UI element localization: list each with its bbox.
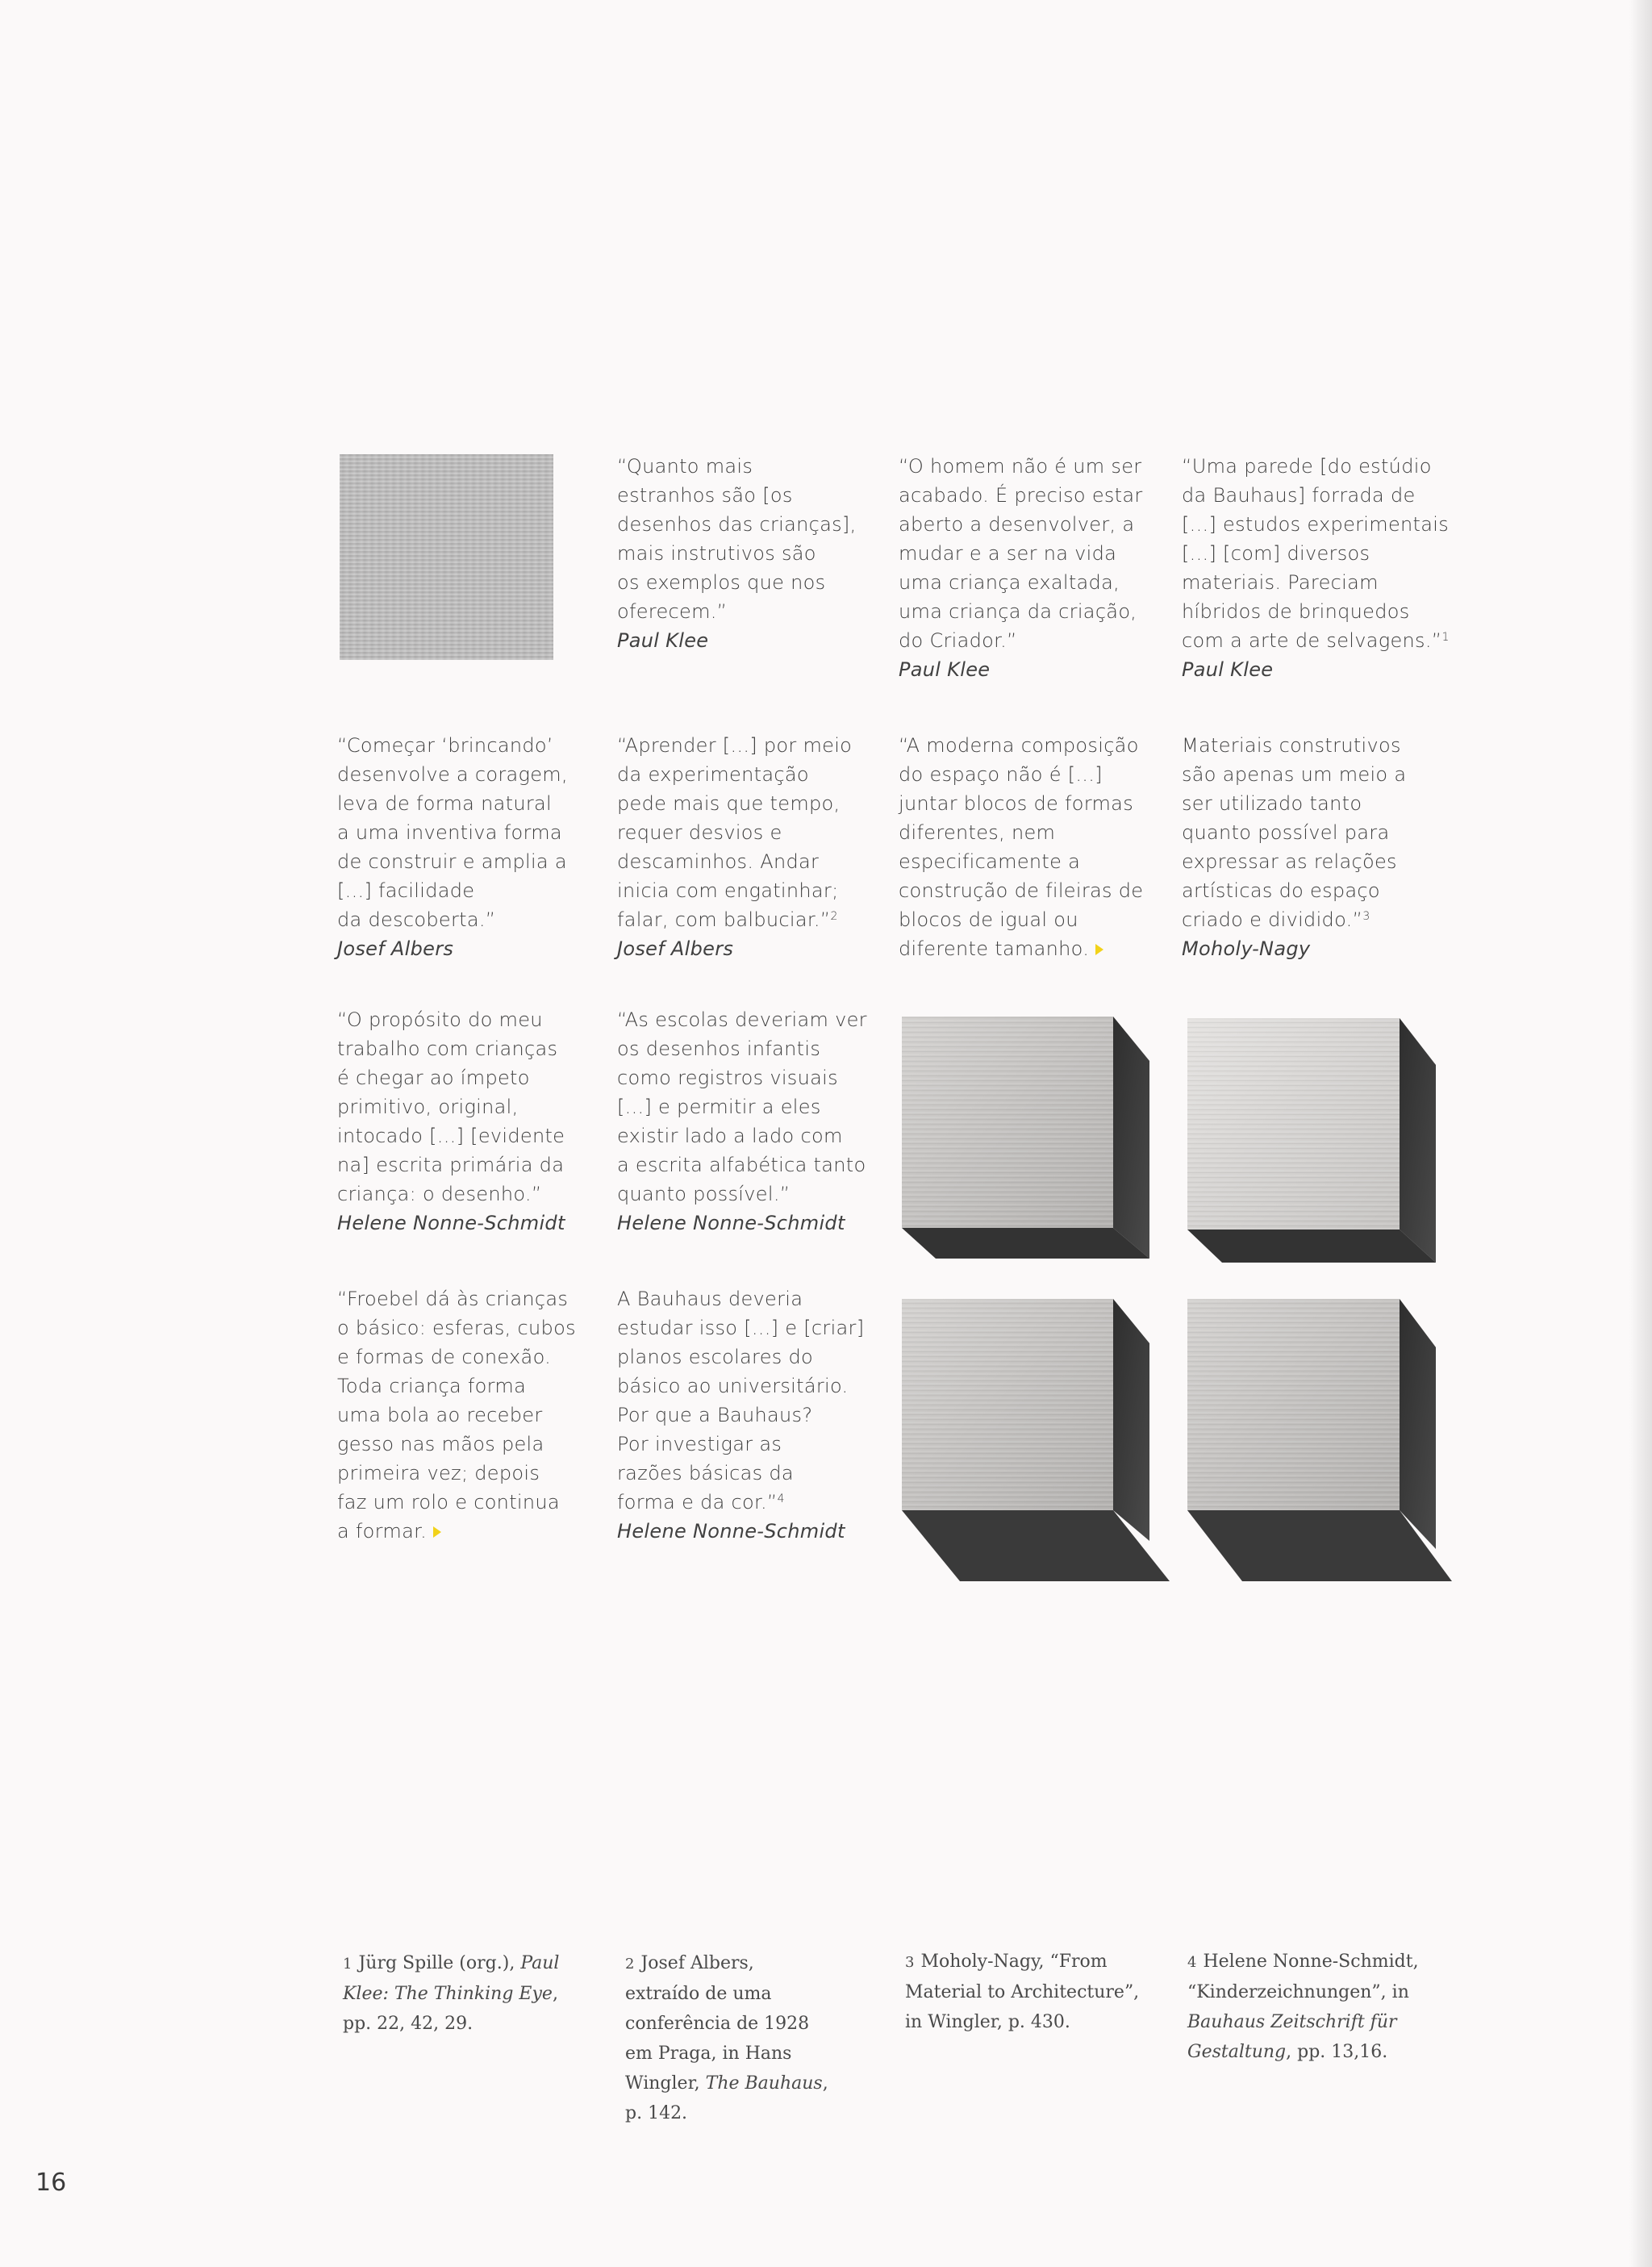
quote-albers-1: “Começar ‘brincando’ desenvolve a coragem, leva de forma natural a uma inventiva forma de construir e amplia a [...] facilidade da descoberta.” Josef Albers — [337, 734, 568, 960]
triangle-arrow-icon — [433, 1526, 441, 1538]
footnote-1: 1 Jürg Spille (org.), Paul Klee: The Thinking Eye, pp. 22, 42, 29. — [343, 1953, 560, 2034]
quote-klee-1: “Quanto mais estranhos são [os desenhos das crianças], mais instrutivos são os exemplos que nos oferecem.” Paul Klee — [617, 455, 857, 652]
page-edge — [1629, 0, 1652, 2267]
block-bottom-right — [1187, 1299, 1452, 1581]
quote-nonne-schmidt-1: “O propósito do meu trabalho com crianças é chegar ao ímpeto primitivo, original, intocado [...] [evidente na] escrita primária da criança: o desenho.” Helene Nonne-Schmidt — [337, 1008, 565, 1234]
quote-klee-2: “O homem não é um ser acabado. É preciso estar aberto a desenvolver, a mudar e a ser na vida uma criança exaltada, uma criança da criação, do Criador.” Paul Klee — [899, 455, 1143, 681]
quote-froebel: “Froebel dá às crianças o básico: esferas, cubos e formas de conexão. Toda criança forma uma bola ao receber gesso nas mãos pela primeira vez; depois faz um rolo e continua a formar. — [337, 1288, 576, 1543]
wooden-blocks-photo — [871, 1000, 1468, 1622]
quote-albers-2: “Aprender [...] por meio da experimentação pede mais que tempo, requer desvios e descaminhos. Andar inicia com engatinhar; falar, com balbuciar.”$^2$ Josef Albers — [617, 734, 853, 960]
footnote-2: 2 Josef Albers, extraído de uma conferência de 1928 em Praga, in Hans Wingler, The Bauhaus, p. 142. — [625, 1953, 828, 2123]
triangle-arrow-icon — [1095, 944, 1103, 955]
quote-moholy-1: “A moderna composição do espaço não é [...] juntar blocos de formas diferentes, nem especificamente a construção de fileiras de blocos de igual ou diferente tamanho. — [899, 734, 1144, 960]
footnote-4: 4 Helene Nonne-Schmidt, “Kinderzeichnungen”, in Bauhaus Zeitschrift für Gestaltung, pp. 13,16. — [1187, 1952, 1419, 2062]
quote-nonne-schmidt-3: A Bauhaus deveria estudar isso [...] e [criar] planos escolares do básico ao universitário. Por que a Bauhaus? Por investigar as razões básicas da forma e da cor.”$^4$ Helene Nonne-Schmidt — [617, 1288, 865, 1543]
gray-texture-square — [340, 454, 553, 660]
quote-klee-3: “Uma parede [do estúdio da Bauhaus] forrada de [...] estudos experimentais [...] [com] diversos materiais. Pareciam híbridos de brinquedos com a arte de selvagens.”$^1$ Paul Klee — [1182, 455, 1450, 681]
block-top-right — [1187, 1018, 1436, 1263]
block-top-left — [902, 1017, 1149, 1259]
quote-nonne-schmidt-2: “As escolas deveriam ver os desenhos infantis como registros visuais [...] e permitir a eles existir lado a lado com a escrita alfabética tanto quanto possível.” Helene Nonne-Schmidt — [617, 1008, 867, 1234]
block-bottom-left — [902, 1299, 1170, 1581]
footnote-3: 3 Moholy-Nagy, “From Material to Architecture”, in Wingler, p. 430. — [905, 1952, 1140, 2032]
page-number: 16 — [35, 2169, 67, 2197]
quote-moholy-2: Materiais construtivos são apenas um meio a ser utilizado tanto quanto possível para expressar as relações artísticas do espaço criado e dividido.”$^3$ Moholy-Nagy — [1182, 734, 1407, 960]
